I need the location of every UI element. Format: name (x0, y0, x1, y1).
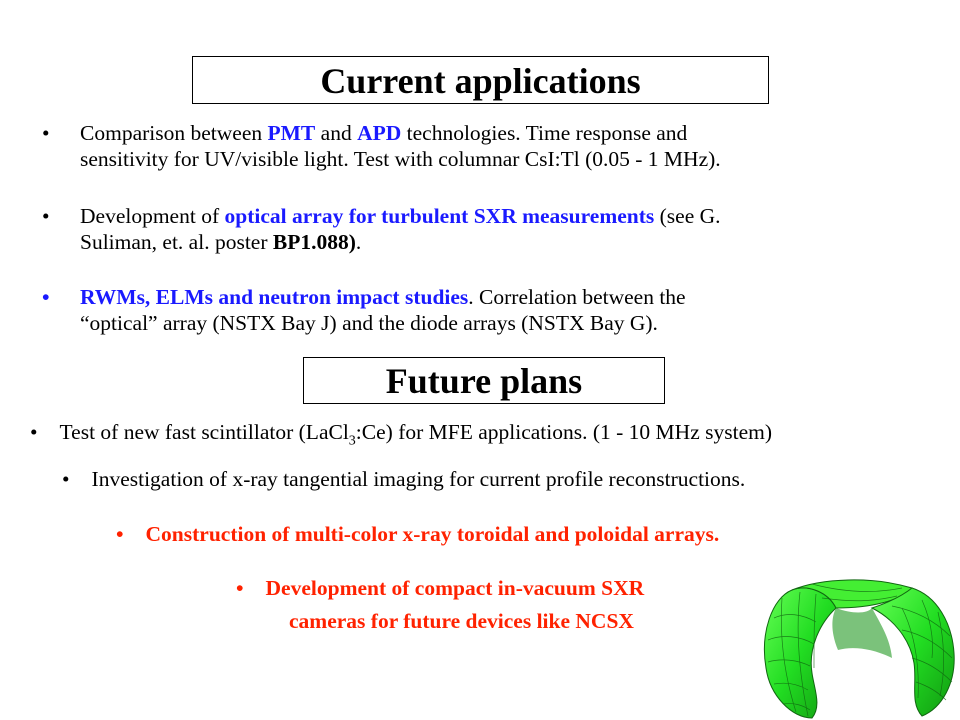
text-fragment: . Correlation between the (468, 285, 686, 309)
bullet-line (80, 284, 686, 310)
poster-reference: BP1.088) (272, 230, 356, 254)
bullet-icon: • (42, 285, 50, 309)
text-fragment: Test of new fast scintillator (LaCl (59, 420, 349, 444)
bullet-text (80, 203, 721, 255)
highlight-rwms-elms: RWMs, ELMs and neutron impact studies (80, 285, 469, 309)
ncsx-plasma-shape-icon (752, 578, 960, 720)
inner-shadow (832, 608, 892, 658)
bullet-line: sensitivity for UV/visible light. Test with columnar CsI:Tl (0.05 - 1 MHz). (80, 147, 721, 171)
highlight-pmt: PMT (267, 121, 316, 145)
text-fragment: :Ce) for MFE applications. (1 - 10 MHz system) (355, 420, 772, 444)
text-fragment: . (355, 230, 362, 254)
bullet-text (80, 284, 686, 336)
text-fragment: technologies. Time response and (401, 121, 688, 145)
future-item-multicolor-arrays (116, 521, 719, 547)
text-fragment: Construction of multi-color x-ray toroidal and poloidal arrays. (145, 522, 720, 546)
future-item-scintillator (30, 419, 772, 454)
text-fragment: Investigation of x-ray tangential imaging for current profile reconstructions. (91, 467, 746, 491)
text-fragment: and (315, 121, 358, 145)
bullet-icon: • (236, 576, 244, 600)
highlight-optical-array: optical array for turbulent SXR measurements (224, 204, 655, 228)
future-item-sxr-cameras (236, 575, 644, 601)
bullet-icon: • (30, 420, 38, 444)
highlight-apd: APD (357, 121, 402, 145)
bullet-icon: • (42, 121, 50, 145)
text-fragment: Comparison between (80, 121, 268, 145)
text-fragment: (see G. (654, 204, 721, 228)
bullet-text (80, 120, 721, 172)
bullet-line (80, 229, 721, 255)
text-fragment: Suliman, et. al. poster (80, 230, 273, 254)
text-fragment: Development of compact in-vacuum SXR (265, 576, 645, 600)
future-item-tangential-imaging (62, 466, 745, 492)
bullet-icon: • (42, 204, 50, 228)
bullet-icon: • (62, 467, 70, 491)
left-lobe (764, 588, 836, 718)
bullet-line (80, 203, 721, 229)
future-item-sxr-cameras-line2: cameras for future devices like NCSX (289, 609, 634, 633)
subscript: 3 (348, 433, 356, 449)
bullet-line (80, 120, 721, 146)
bullet-icon: • (116, 522, 124, 546)
text-fragment: Development of (80, 204, 225, 228)
bullet-line: “optical” array (NSTX Bay J) and the diode arrays (NSTX Bay G). (80, 311, 658, 335)
current-applications-title: Current applications (192, 56, 769, 104)
future-plans-title: Future plans (303, 357, 665, 404)
